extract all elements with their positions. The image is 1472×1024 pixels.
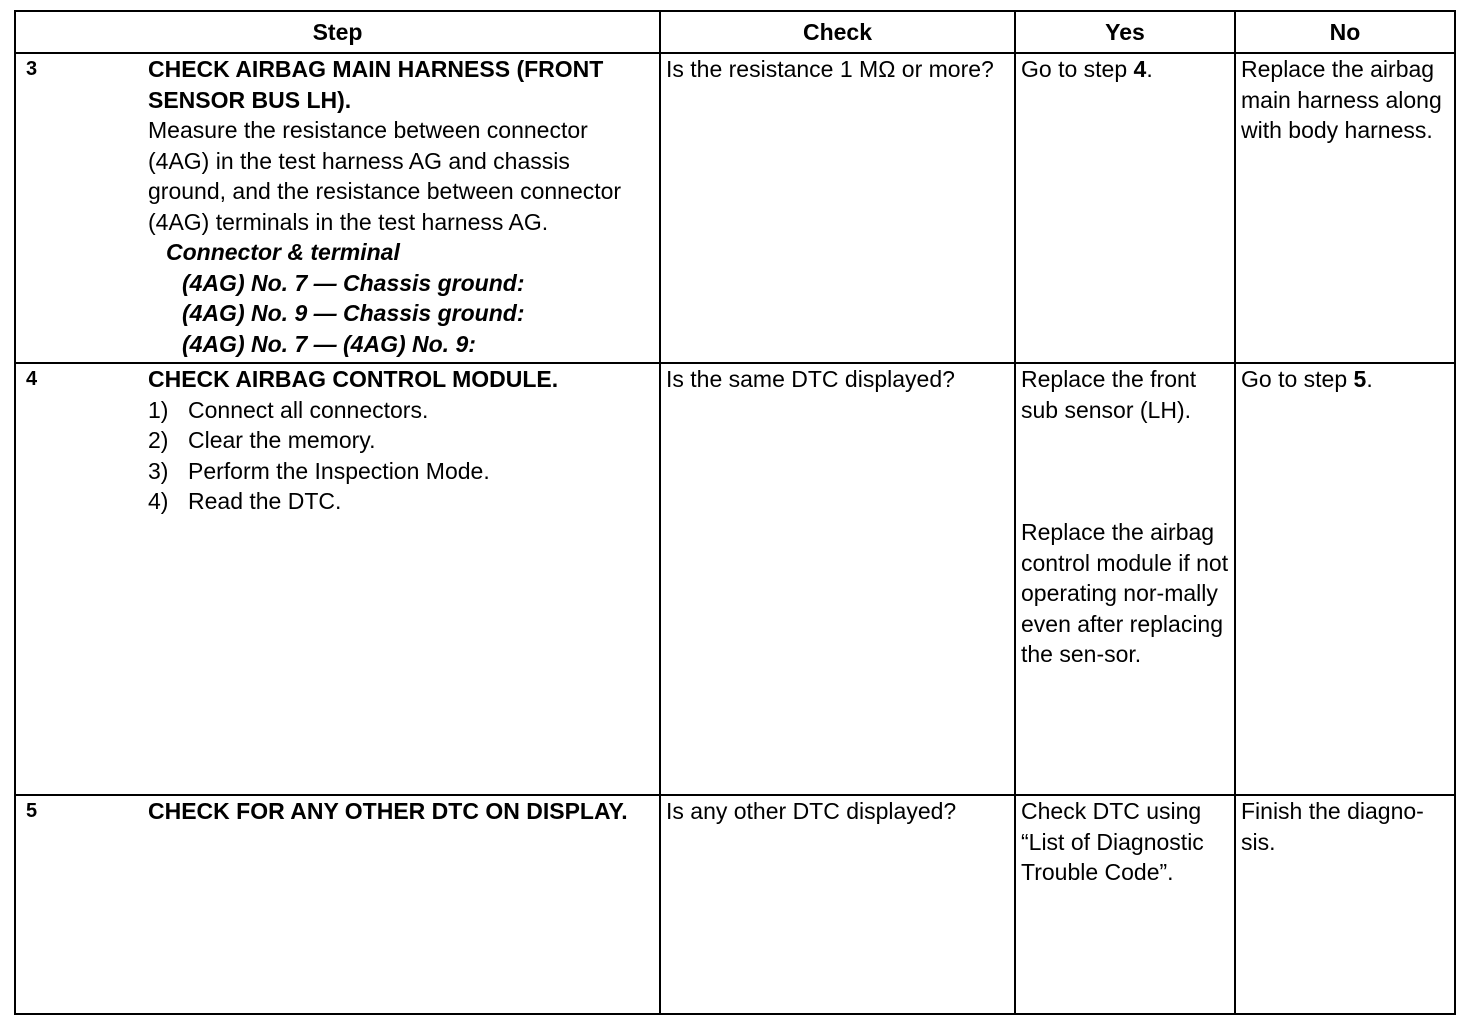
step-title: CHECK AIRBAG MAIN HARNESS (FRONT SENSOR BUS LH). (148, 56, 604, 113)
no-text: Go to step (1241, 366, 1354, 392)
connector-title: Connector & terminal (166, 239, 400, 265)
yes-cell: Check DTC using “List of Diagnostic Trouble Code”. (1015, 795, 1235, 1014)
header-step: Step (15, 11, 660, 53)
no-suffix: . (1366, 366, 1373, 392)
yes-text: Replace the front sub sensor (LH). (1021, 366, 1197, 423)
check-cell: Is any other DTC displayed? (660, 795, 1015, 1014)
procedure-list (148, 395, 558, 517)
header-yes: Yes (1015, 11, 1235, 53)
table-row (15, 53, 1455, 363)
step-cell (15, 795, 660, 1014)
connector-item: (4AG) No. 7 — Chassis ground: (182, 269, 525, 296)
header-row (15, 11, 1455, 53)
list-text: Connect all connectors. (188, 396, 429, 423)
yes-cell (1015, 363, 1235, 795)
header-no: No (1235, 11, 1455, 53)
list-number: 2) (148, 427, 169, 453)
no-cell: Finish the diagno-sis. (1235, 795, 1455, 1014)
step-cell (15, 363, 660, 795)
list-text: Perform the Inspection Mode. (188, 457, 490, 484)
table-row (15, 795, 1455, 1014)
check-cell: Is the same DTC displayed? (660, 363, 1015, 795)
list-number: 1) (148, 396, 169, 423)
check-cell: Is the resistance 1 MΩ or more? (660, 53, 1015, 363)
list-text: Read the DTC. (188, 488, 342, 514)
list-item (148, 425, 558, 456)
step-number: 5 (26, 800, 38, 822)
list-item (148, 456, 558, 487)
step-reference: 4 (1133, 56, 1147, 82)
step-cell (15, 53, 660, 363)
step-description: Measure the resistance between connector (4AG) in the test harness AG and chassis ground, and the resistance between connector (4AG) terminals in the test harness AG. (148, 117, 622, 235)
no-cell (1235, 363, 1455, 795)
list-number: 3) (148, 457, 169, 484)
step-number: 3 (26, 58, 38, 80)
no-cell: Replace the airbag main harness along with body harness. (1235, 53, 1455, 363)
step-reference: 5 (1353, 366, 1367, 392)
step-number: 4 (26, 368, 38, 390)
list-item (148, 395, 558, 426)
step-title: CHECK AIRBAG CONTROL MODULE. (148, 366, 559, 392)
header-check: Check (660, 11, 1015, 53)
connector-item: (4AG) No. 9 — Chassis ground: (182, 300, 525, 326)
list-item (148, 486, 558, 517)
step-title: CHECK FOR ANY OTHER DTC ON DISPLAY. (148, 798, 628, 824)
yes-text: Replace the airbag control module if not operating nor-mally even after replacing the sen-sor. (1021, 519, 1229, 667)
table-row (15, 363, 1455, 795)
yes-suffix: . (1146, 56, 1153, 82)
list-text: Clear the memory. (188, 427, 376, 453)
yes-cell (1015, 53, 1235, 363)
yes-text: Go to step (1021, 56, 1134, 82)
connector-item: (4AG) No. 7 — (4AG) No. 9: (182, 330, 476, 357)
list-number: 4) (148, 488, 169, 514)
diagnostic-table (14, 10, 1456, 1015)
